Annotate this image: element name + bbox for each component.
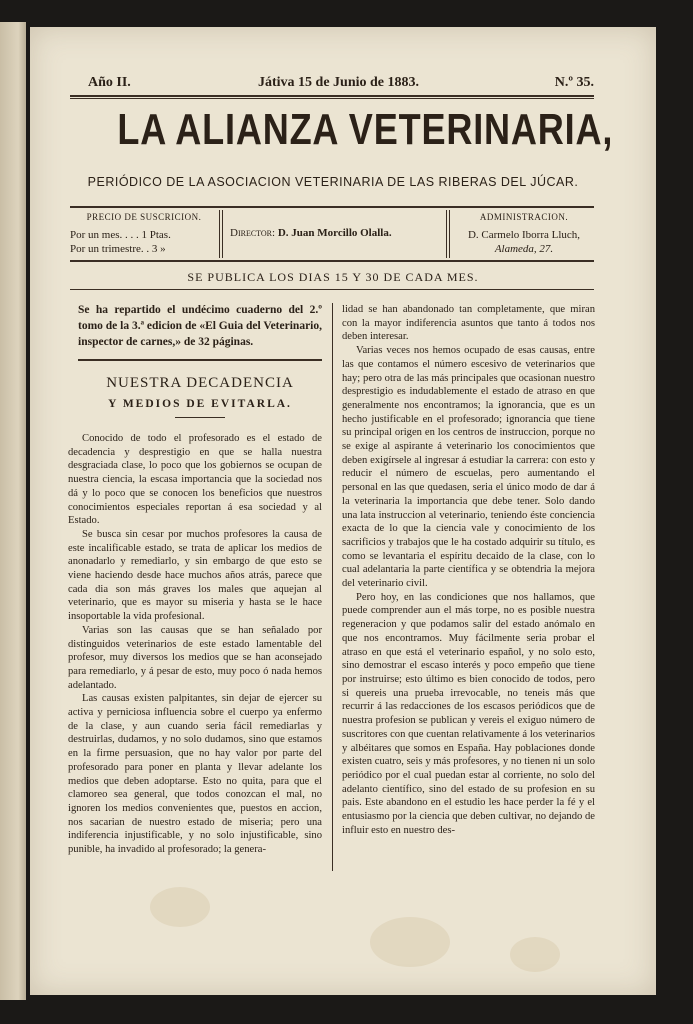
article-paragraph: Varias son las causas que se han señalado por distinguidos veterinarios de este estado lamentable del profesor, muy diversos los medios que se han aconsejado para remediarlo, y á pesar de esto, muy poco ó nada hemos adelantado. <box>68 624 322 691</box>
article-paragraph: Conocido de todo el profesorado es el estado de decadencia y desprestigio en que se halla nuestra desgraciada clase, lo poco que los gobiernos se ocupan de nuestra ciencia, la escasa importancia que la sociedad nos dá y lo poco que se conocen los beneficios que nuestros conocimientos especiales reportan á esa sociedad y al Estado. <box>68 433 322 527</box>
info-box-divider <box>449 210 450 258</box>
director-label: Director: <box>230 227 276 239</box>
masthead-title: LA ALIANZA VETERINARIA, <box>117 105 614 154</box>
paper-stain <box>510 937 560 972</box>
info-box-bottom-rule <box>70 260 594 262</box>
dateline <box>70 75 594 95</box>
info-box-divider <box>219 210 220 258</box>
masthead-subtitle: PERIÓDICO DE LA ASOCIACION VETERINARIA DE LAS RIBERAS DEL JÚCAR. <box>87 175 579 189</box>
director-name: D. Juan Morcillo Olalla. <box>277 227 392 239</box>
article-title-rule <box>175 417 225 418</box>
dateline-rule <box>70 95 594 97</box>
info-box-divider <box>222 210 223 258</box>
paper-stain <box>370 917 450 967</box>
article-column-left <box>68 432 322 857</box>
newspaper-page <box>30 27 656 995</box>
admin-section <box>454 210 594 256</box>
price-month: Por un mes. . . . 1 Ptas. <box>70 229 171 241</box>
director-section <box>230 226 442 240</box>
article-title: NUESTRA DECADENCIA <box>106 375 294 391</box>
admin-heading: ADMINISTRACION. <box>479 212 569 222</box>
price-section <box>70 210 218 256</box>
article-paragraph: Se busca sin cesar por muchos profesores la causa de este incalificable estado, se trata de aplicar los medios de anonadarlo y remediarlo, y sin embargo de que esto se viene haciendo desde hace muchos años atrás, parece que cada dia son más graves los males que aquejan al veterinario, que es mayor su miseria y hasta se le hace insoportable la vida profesional. <box>68 528 322 623</box>
publication-rule <box>70 289 594 290</box>
article-column-right <box>342 303 595 837</box>
article-paragraph: Pero hoy, en las condiciones que nos hallamos, que puede comprender aun el más torpe, no es posible nuestra regeneracion y que podamos salir del estado anómalo en que nos encontramos. Muy fácilmente seria probar el atraso en que está el veterinario español, y no solo esto, sino demostrar el escaso interés y poco empeño que tiene por instruirse; esto último es bien conocido de todos, pero si quereis una prueba irrevocable, no teneis más que recurrir á las redacciones de los escasos periódicos que de nuestra profesion se publican y vereis el exiguo número de suscritores con que cuentan relativamente á los veterinarios y albéitares que somos en España. Hay poblaciones donde existen cuatro, seis y más profesores, y no tienen ni un solo periódico por el cual puedan estar al corriente, no solo del adelanto científico, sino del estado de su profesion en su pais. Este abandono en el estudio les hace perder la fé y el entusiasmo por la ciencia que deben cultivar, no dejando de influir esto en nuestro des- <box>342 591 595 836</box>
previous-page-edge <box>0 22 26 1000</box>
publication-note: SE PUBLICA LOS DIAS 15 Y 30 DE CADA MES. <box>187 270 479 284</box>
column-divider <box>332 303 333 871</box>
notice-text: Se ha repartido el undécimo cuaderno del 2.º tomo de la 3.ª edicion de «El Guia del Veterinario, inspector de carnes,» de 32 páginas. <box>78 304 322 348</box>
dateline-rule-thin <box>70 98 594 99</box>
article-paragraph: Las causas existen palpitantes, sin dejar de ejercer su activa y perniciosa influencia sobre el cuerpo ya enfermo de la clase, y aun cuando seria fácil remediarlas y destruirlas, dudamos, y no solo dudamos, sino que estamos en la firme persuasion, que no hay valor por parte del profesorado para poner en planta y llevar adelante los medios que deben adoptarse. Esto no quita, para que el clamoreo sea general, que todos conozcan el mal, no ignoren los medios convenientes que, puestos en accion, nos sacarian de nuestro estado de miseria; pero una indiferencia injustificable, y no solo injustificable, sino punible, ha invadido al profesorado; la genera- <box>68 693 322 856</box>
notice-rule <box>78 359 322 361</box>
article-subtitle: Y MEDIOS DE EVITARLA. <box>108 398 292 410</box>
paper-stain <box>150 887 210 927</box>
article-paragraph: Varias veces nos hemos ocupado de esas causas, entre las que contamos el número escesivo de veterinarios que hay; pero otra de las más principales que ocasionan nuestro desprestigio es indudablemente el estado de atraso en que generalmente nos encontramos; la ignorancia, que es un hecho justificable en el profesorado; ignorancia que tiene su principal origen en los centros de instruccion, porque no se exige al aspirante á veterinario los conocimientos que deben exigírsele al ingresar á estudiar la carrera: con esto y reducir el número de escuelas, pero aumentando el personal en las que quedasen, seria el único modo de dar á la veterinaria la importancia que debe tener. Solo dando una lata instruccion al veterinario, teniendo éste conciencia exacta de lo que la ciencia vale y conocimiento de los sacrificios y trabajos que le ha costado adquirir su título, es como se levantaria el espíritu decaido de la clase, con lo cual adelantaria la parte científica y se obtendria la mejora del veterinario civil. <box>342 345 595 590</box>
year-label: Año II. <box>88 75 131 90</box>
issue-number: N.º 35. <box>554 75 594 90</box>
admin-name: D. Carmelo Iborra Lluch, <box>467 229 581 241</box>
price-heading: PRECIO DE SUSCRICION. <box>86 212 202 222</box>
article-paragraph: lidad se han abandonado tan completamente, que miran con la mayor indiferencia asuntos que tanto á todos nos deben interesar. <box>342 304 595 343</box>
price-quarter: Por un trimestre. . 3 » <box>70 243 166 255</box>
info-box-top-rule <box>70 206 594 208</box>
admin-address: Alameda, 27. <box>494 243 554 255</box>
date-label: Játiva 15 de Junio de 1883. <box>258 75 420 90</box>
info-box-divider <box>446 210 447 258</box>
